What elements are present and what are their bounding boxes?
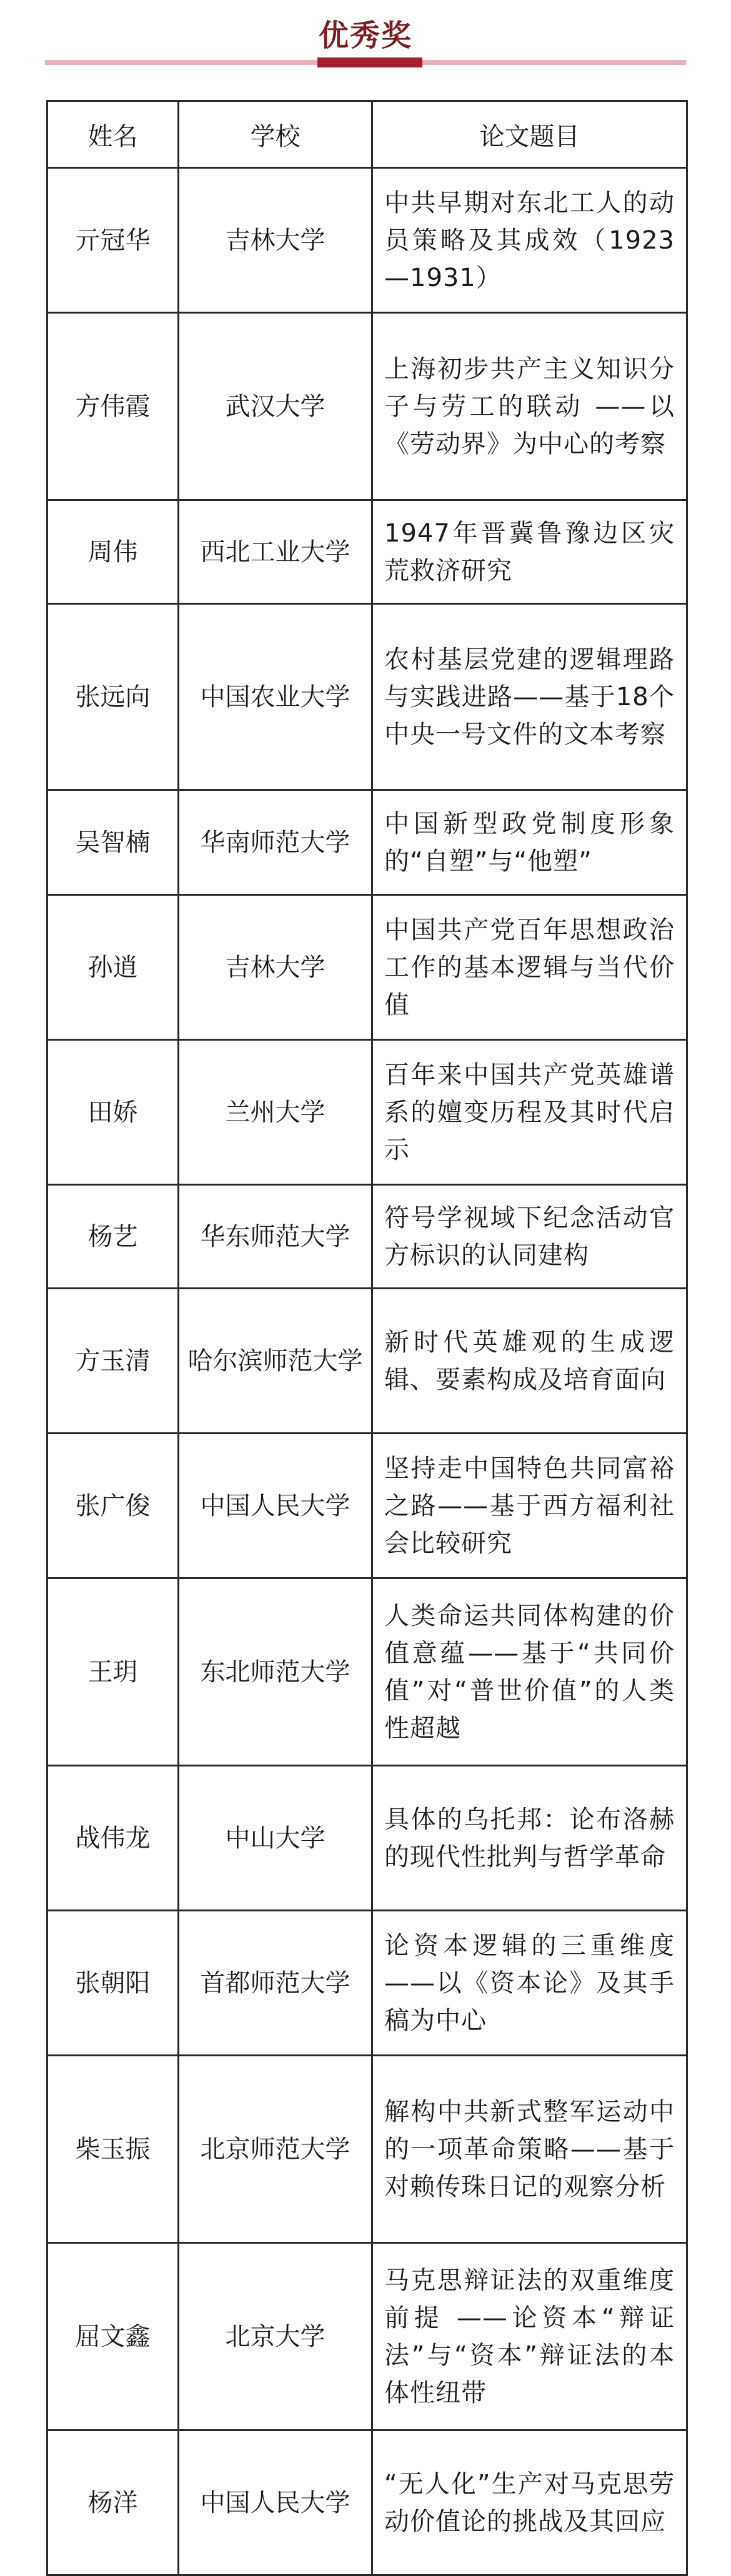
- row-school: 中国人民大学: [179, 1434, 372, 1578]
- row-school: 吉林大学: [179, 168, 372, 313]
- table-row: [47, 1185, 687, 1289]
- row-name: 亓冠华: [47, 168, 179, 313]
- row-topic: 马克思辩证法的双重维度前提 ——论资本“辩证法”与“资本”辩证法的本体性纽带: [372, 2243, 687, 2430]
- row-school: 中山大学: [179, 1766, 372, 1911]
- header-school: 学校: [179, 101, 372, 168]
- row-topic: 农村基层党建的逻辑理路与实践进路——基于18个中央一号文件的文本考察: [372, 604, 687, 790]
- table-row: [47, 2056, 687, 2243]
- row-name: 张广俊: [47, 1434, 179, 1578]
- row-school: 华南师范大学: [179, 790, 372, 895]
- row-school: 兰州大学: [179, 1040, 372, 1185]
- table-row: [47, 2243, 687, 2430]
- row-name: 孙逍: [47, 895, 179, 1040]
- row-topic: 新时代英雄观的生成逻辑、要素构成及培育面向: [372, 1289, 687, 1434]
- row-school: 华东师范大学: [179, 1185, 372, 1289]
- row-topic: 中共早期对东北工人的动员策略及其成效（1923—1931）: [372, 168, 687, 313]
- table-row: [47, 313, 687, 500]
- row-topic: 百年来中国共产党英雄谱系的嬗变历程及其时代启示: [372, 1040, 687, 1185]
- row-school: 东北师范大学: [179, 1578, 372, 1766]
- row-name: 张远向: [47, 604, 179, 790]
- row-topic: 论资本逻辑的三重维度——以《资本论》及其手稿为中心: [372, 1911, 687, 2056]
- row-name: 战伟龙: [47, 1766, 179, 1911]
- row-name: 方伟霞: [47, 313, 179, 500]
- header-name: 姓名: [47, 101, 179, 168]
- row-topic: 符号学视域下纪念活动官方标识的认同建构: [372, 1185, 687, 1289]
- table-row: [47, 604, 687, 790]
- row-school: 中国农业大学: [179, 604, 372, 790]
- table-row: [47, 1289, 687, 1434]
- row-name: 杨洋: [47, 2430, 179, 2575]
- row-name: 方玉清: [47, 1289, 179, 1434]
- table-header-row: [47, 101, 687, 168]
- row-name: 周伟: [47, 500, 179, 604]
- row-school: 北京师范大学: [179, 2056, 372, 2243]
- row-school: 吉林大学: [179, 895, 372, 1040]
- row-topic: 具体的乌托邦：论布洛赫的现代性批判与哲学革命: [372, 1766, 687, 1911]
- award-table: [46, 100, 688, 2576]
- row-topic: 坚持走中国特色共同富裕之路——基于西方福利社会比较研究: [372, 1434, 687, 1578]
- row-topic: 中国新型政党制度形象的“自塑”与“他塑”: [372, 790, 687, 895]
- table-row: [47, 1040, 687, 1185]
- row-school: 武汉大学: [179, 313, 372, 500]
- table-row: [47, 1578, 687, 1766]
- row-topic: 中国共产党百年思想政治工作的基本逻辑与当代价值: [372, 895, 687, 1040]
- table-row: [47, 168, 687, 313]
- row-name: 田娇: [47, 1040, 179, 1185]
- row-name: 张朝阳: [47, 1911, 179, 2056]
- row-school: 北京大学: [179, 2243, 372, 2430]
- row-school: 西北工业大学: [179, 500, 372, 604]
- row-topic: 人类命运共同体构建的价值意蕴——基于“共同价值”对“普世价值”的人类性超越: [372, 1578, 687, 1766]
- row-topic: 上海初步共产主义知识分子与劳工的联动 ——以《劳动界》为中心的考察: [372, 313, 687, 500]
- table-row: [47, 2430, 687, 2575]
- row-topic: 1947年晋冀鲁豫边区灾荒救济研究: [372, 500, 687, 604]
- table-row: [47, 1434, 687, 1578]
- row-school: 首都师范大学: [179, 1911, 372, 2056]
- row-name: 吴智楠: [47, 790, 179, 895]
- header-topic: 论文题目: [372, 101, 687, 168]
- row-topic: 解构中共新式整军运动中的一项革命策略——基于对赖传珠日记的观察分析: [372, 2056, 687, 2243]
- section-title: 优秀奖: [318, 18, 412, 53]
- row-school: 中国人民大学: [179, 2430, 372, 2575]
- row-name: 柴玉振: [47, 2056, 179, 2243]
- row-name: 王玥: [47, 1578, 179, 1766]
- row-name: 屈文鑫: [47, 2243, 179, 2430]
- table-row: [47, 790, 687, 895]
- row-name: 杨艺: [47, 1185, 179, 1289]
- row-topic: “无人化”生产对马克思劳动价值论的挑战及其回应: [372, 2430, 687, 2575]
- title-divider-accent: [317, 57, 422, 67]
- table-row: [47, 500, 687, 604]
- table-row: [47, 1911, 687, 2056]
- row-school: 哈尔滨师范大学: [179, 1289, 372, 1434]
- table-row: [47, 895, 687, 1040]
- table-row: [47, 1766, 687, 1911]
